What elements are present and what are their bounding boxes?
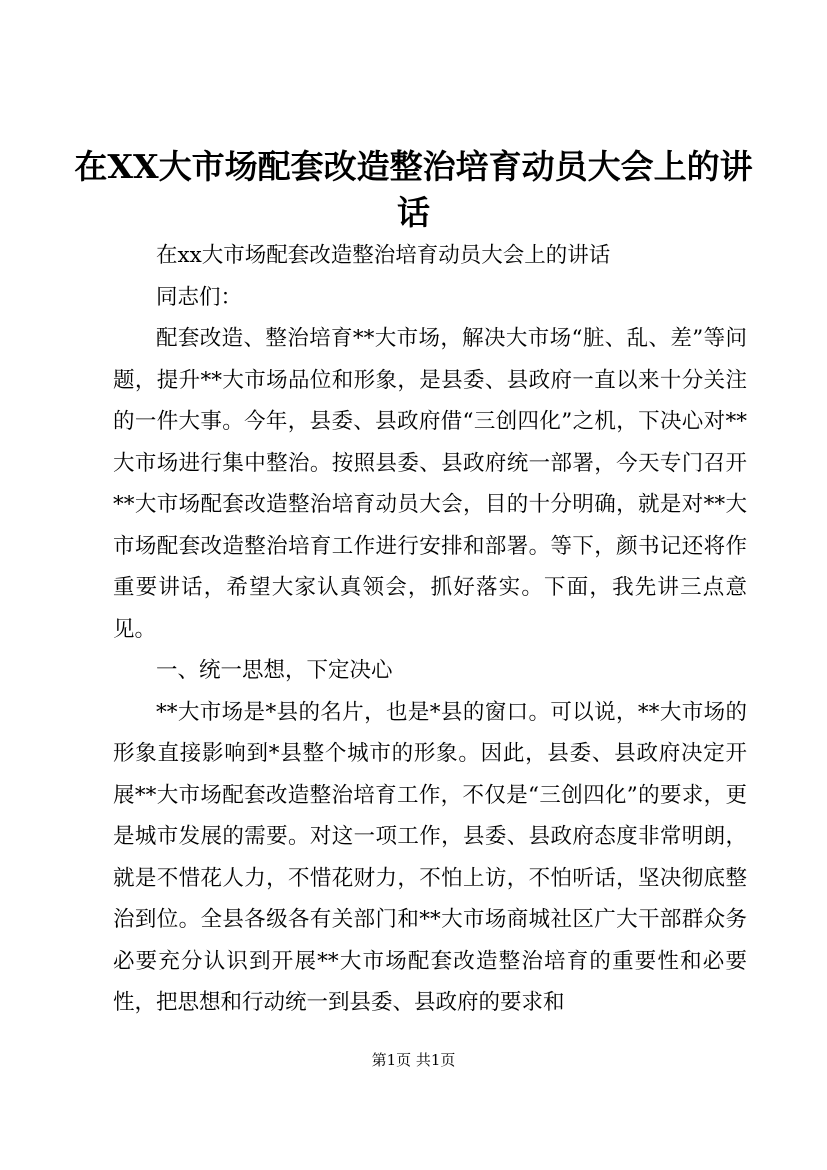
page-footer: 第1页 共1页: [371, 1051, 456, 1069]
paragraph: **大市场是*县的名片，也是*县的窗口。可以说，**大市场的形象直接影响到*县整个城市的形象。因此，县委、县政府决定开展**大市场配套改造整治培育工作，不仅是“三创四化”的要求，更是城市发展的需要。对这一项工作，县委、县政府态度非常明朗，就是不惜花人力，不惜花财力，不怕上访，不怕听话，坚决彻底整治到位。全县各级各有关部门和**大市场商城社区广大干部群众务必要充分认识到开展**大市场配套改造整治培育的重要性和必要性，把思想和行动统一到县委、县政府的要求和: [113, 699, 747, 1015]
document-title: 在XX大市场配套改造整治培育动员大会上的讲话: [74, 147, 753, 232]
paragraph: 一、统一思想，下定决心: [156, 658, 393, 683]
paragraph: 配套改造、整治培育**大市场，解决大市场“脏、乱、差”等问题，提升**大市场品位和形象，是县委、县政府一直以来十分关注的一件大事。今年，县委、县政府借“三创四化”之机，下决心对**大市场进行集中整治。按照县委、县政府统一部署，今天专门召开**大市场配套改造整治培育动员大会，目的十分明确，就是对**大市场配套改造整治培育工作进行安排和部署。等下，颜书记还将作重要讲话，希望大家认真领会，抓好落实。下面，我先讲三点意见。: [113, 326, 747, 642]
document-body: [113, 235, 747, 1024]
paragraph: 同志们：: [156, 284, 243, 310]
paragraph: 在xx大市场配套改造整治培育动员大会上的讲话: [156, 243, 611, 268]
